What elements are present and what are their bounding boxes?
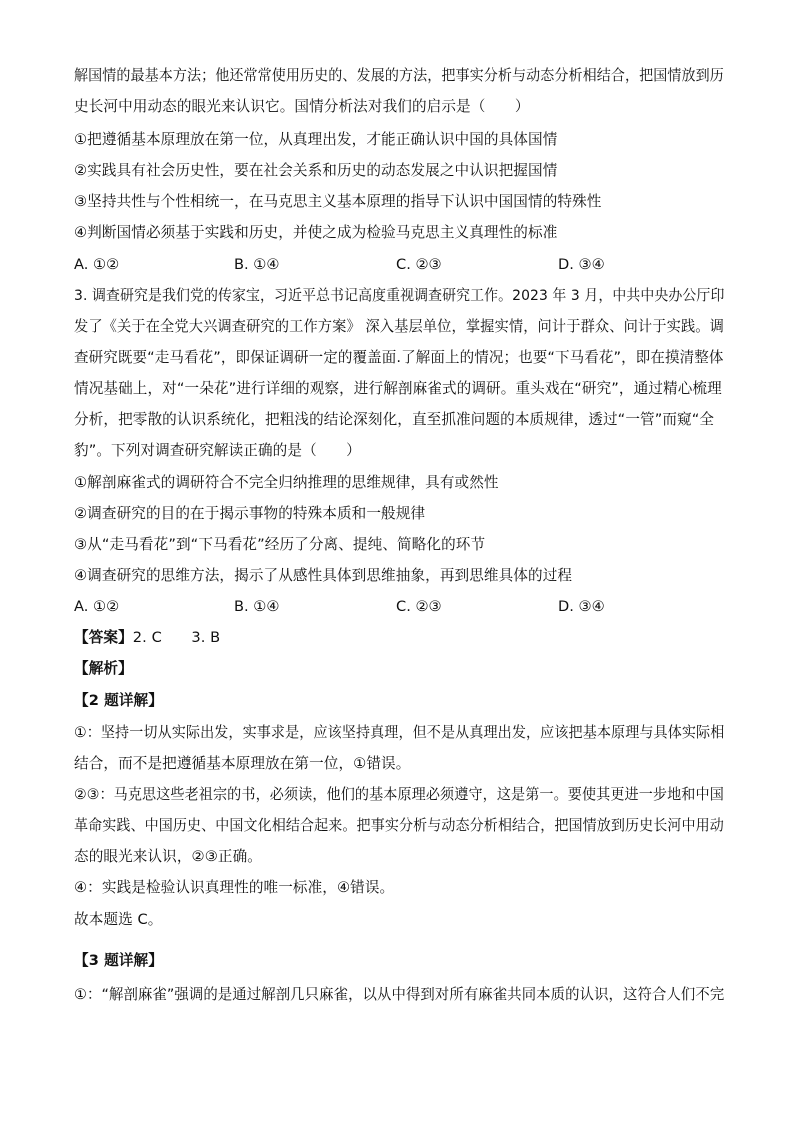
detail2-line: ①：坚持一切从实际出发，实事求是，应该坚持真理，但不是从真理出发，应该把基本原理与具体实际相 xyxy=(74,724,725,741)
detail2-heading: 【2 题详解】 xyxy=(74,692,163,709)
detail3-heading: 【3 题详解】 xyxy=(74,952,163,969)
q3-stem-line: 分析，把零散的认识系统化，把粗浅的结论深刻化，直至抓准问题的本质规律，透过“一管”而窥“全 xyxy=(74,411,715,428)
detail2-line: 态的眼光来认识，②③正确。 xyxy=(74,848,262,865)
q2-option-b: B. ①④ xyxy=(234,256,280,273)
q3-option-a: A. ①② xyxy=(74,598,120,615)
detail2-line: 结合，而不是把遵循基本原理放在第一位，①错误。 xyxy=(74,755,411,772)
analysis-label: 【解析】 xyxy=(74,660,133,677)
detail2-line: ②③：马克思这些老祖宗的书，必须读，他们的基本原理必须遵守，这是第一。要使其更进一步地和中国 xyxy=(74,786,724,803)
q3-stem-line: 豹”。下列对调查研究解读正确的是（ ） xyxy=(74,442,361,459)
answer-text: 2. C 3. B xyxy=(132,629,221,646)
q2-option-d: D. ③④ xyxy=(558,256,605,273)
q3-option-d: D. ③④ xyxy=(558,598,605,615)
q3-statement-2: ②调查研究的目的在于揭示事物的特殊本质和一般规律 xyxy=(74,505,426,522)
q3-option-c: C. ②③ xyxy=(396,598,442,615)
q3-statement-4: ④调查研究的思维方法，揭示了从感性具体到思维抽象，再到思维具体的过程 xyxy=(74,567,573,584)
q2-option-a: A. ①② xyxy=(74,256,120,273)
q3-statement-3: ③从“走马看花”到“下马看花”经历了分离、提纯、简略化的环节 xyxy=(74,536,486,553)
q3-stem-line: 查研究既要“走马看花”，即保证调研一定的覆盖面.了解面上的情况；也要“下马看花”，即在摸清整体 xyxy=(74,349,724,366)
detail3-line: ①：“解剖麻雀”强调的是通过解剖几只麻雀，以从中得到对所有麻雀共同本质的认识，这符合人们不完 xyxy=(74,986,725,1003)
q2-statement-4: ④判断国情必须基于实践和历史，并使之成为检验马克思主义真理性的标准 xyxy=(74,224,558,241)
q2-option-c: C. ②③ xyxy=(396,256,442,273)
q3-stem-line: 情况基础上，对“一朵花”进行详细的观察，进行解剖麻雀式的调研。重头戏在“研究”，通过精心梳理 xyxy=(74,380,722,397)
detail2-line: 革命实践、中国历史、中国文化相结合起来。把事实分析与动态分析相结合，把国情放到历史长河中用动 xyxy=(74,817,724,834)
q3-statement-1: ①解剖麻雀式的调研符合不完全归纳推理的思维规律，具有或然性 xyxy=(74,474,499,491)
q3-stem-line: 3. 调查研究是我们党的传家宝，习近平总书记高度重视调查研究工作。2023 年 3 月，中共中央办公厅印 xyxy=(74,287,725,304)
q2-statement-3: ③坚持共性与个性相统一，在马克思主义基本原理的指导下认识中国国情的特殊性 xyxy=(74,193,602,210)
detail2-line: ④：实践是检验认识真理性的唯一标准，④错误。 xyxy=(74,879,395,896)
q2-statement-2: ②实践具有社会历史性，要在社会关系和历史的动态发展之中认识把握国情 xyxy=(74,162,558,179)
q3-option-b: B. ①④ xyxy=(234,598,280,615)
q2-stem-line: 解国情的最基本方法；他还常常使用历史的、发展的方法，把事实分析与动态分析相结合，把国情放到历 xyxy=(74,67,724,84)
answer-row xyxy=(74,628,220,648)
answer-label: 【答案】 xyxy=(74,629,133,646)
q2-statement-1: ①把遵循基本原理放在第一位，从真理出发，才能正确认识中国的具体国情 xyxy=(74,131,558,148)
detail2-line: 故本题选 C。 xyxy=(74,911,163,928)
q3-stem-line: 发了《关于在全党大兴调查研究的工作方案》 深入基层单位，掌握实情，问计于群众、问计于实践。调 xyxy=(74,318,724,335)
q2-stem-line: 史长河中用动态的眼光来认识它。国情分析法对我们的启示是（ ） xyxy=(74,98,530,115)
